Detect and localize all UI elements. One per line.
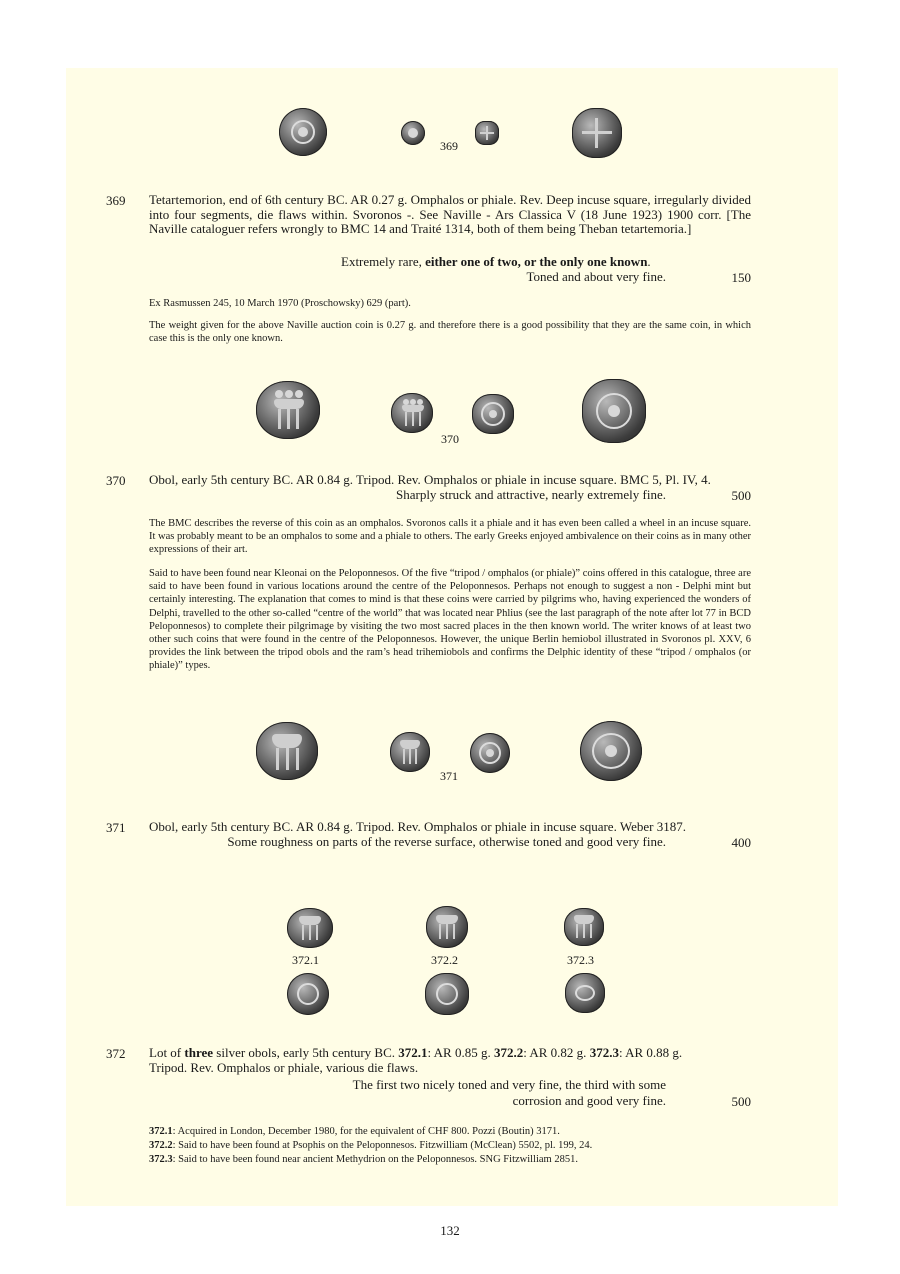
lot-370-image-caption: 370: [441, 432, 459, 446]
coin-369-reverse-image: [475, 121, 499, 145]
lot-372-2-provenance: [149, 1139, 751, 1152]
lot-369-number: 369: [106, 193, 126, 208]
coin-369-obverse-image: [401, 121, 425, 145]
lot-372-count: three: [184, 1045, 214, 1060]
coin-372-2-reverse-image: [425, 973, 469, 1015]
lot-369-weight-note: The weight given for the above Naville auction coin is 0.27 g. and therefore there is a good possibility that they are the same coin, in which case this is the only one known.: [149, 320, 751, 345]
page-number: 132: [440, 1223, 460, 1238]
lot-372-1-provenance-text: : Acquired in London, December 1980, for the equivalent of CHF 800. Pozzi (Boutin) 3171.: [172, 1126, 560, 1137]
lot-372-sub2-weight: : AR 0.82 g.: [523, 1045, 590, 1060]
lot-372-2-provenance-text: : Said to have been found at Psophis on the Peloponnesos. Fitzwilliam (McClean) 5502, pl. 199, 24.: [172, 1140, 593, 1151]
coin-370-reverse-image: [472, 394, 514, 434]
lot-369-provenance-note: Ex Rasmussen 245, 10 March 1970 (Proschowsky) 629 (part).: [149, 298, 411, 309]
coin-370-obverse-enlarged-image: [256, 381, 320, 439]
lot-369-price: 150: [731, 270, 751, 285]
lot-372-grade-line1: The first two nicely toned and very fine, the third with some: [352, 1077, 666, 1092]
lot-371-image-caption: 371: [440, 769, 458, 783]
lot-372-2-provenance-label: 372.2: [149, 1140, 173, 1151]
lot-372-1-image-caption: 372.1: [292, 953, 319, 967]
lot-369-rarity-bold: either one of two, or the only one known: [425, 254, 648, 269]
lot-372-3-provenance: [149, 1153, 751, 1166]
lot-372-sub3-weight: : AR 0.88 g.: [618, 1045, 683, 1060]
lot-370-reverse-note: The BMC describes the reverse of this coin as an omphalos. Svoronos calls it a phiale and it has even been called a wheel in an incuse square. It was probably meant to be an omphalos to some and a phiale to others. The early Greeks enjoyed ambivalence on their coins as in many other expressions of their art.: [149, 518, 751, 556]
lot-372-sub1-weight: : AR 0.85 g.: [427, 1045, 494, 1060]
lot-372-sub2-label: 372.2: [493, 1045, 524, 1060]
coin-371-obverse-enlarged-image: [256, 722, 318, 780]
lot-372-number: 372: [106, 1046, 126, 1061]
lot-372-2-image-caption: 372.2: [431, 953, 458, 967]
coin-371-reverse-image: [470, 733, 510, 773]
coin-372-3-reverse-image: [565, 973, 605, 1013]
lot-369-rarity-text: Extremely rare,: [341, 254, 426, 269]
lot-370-grade: Sharply struck and attractive, nearly extremely fine.: [395, 487, 666, 502]
lot-372-sub3-label: 372.3: [589, 1045, 619, 1060]
lot-372-1-provenance: [149, 1125, 751, 1138]
lot-372-desc-middle: silver obols, early 5th century BC.: [213, 1045, 399, 1060]
coin-371-obverse-image: [390, 732, 430, 772]
lot-369-grade: Toned and about very fine.: [526, 269, 666, 284]
coin-372-3-obverse-image: [564, 908, 604, 946]
lot-369-image-caption: 369: [440, 139, 458, 153]
lot-370-description: Obol, early 5th century BC. AR 0.84 g. Tripod. Rev. Omphalos or phiale in incuse square. BMC 5, Pl. IV, 4.: [149, 472, 711, 487]
lot-372-description: [149, 1046, 751, 1061]
lot-371-number: 371: [106, 820, 126, 835]
lot-372-1-provenance-label: 372.1: [149, 1126, 173, 1137]
coin-369-obverse-enlarged-image: [279, 108, 327, 156]
coin-371-reverse-enlarged-image: [580, 721, 642, 781]
coin-372-1-obverse-image: [287, 908, 333, 948]
lot-372-3-image-caption: 372.3: [567, 953, 594, 967]
lot-371-grade: Some roughness on parts of the reverse surface, otherwise toned and good very fine.: [227, 834, 666, 849]
lot-369-description: Tetartemorion, end of 6th century BC. AR 0.27 g. Omphalos or phiale. Rev. Deep incuse square, irregularly divided into four segments, die flaws within. Svoronos -. See Naville - Ars Classica V (18 June 1923) 1900 corr. [The Naville cataloguer refers wrongly to BMC 14 and Traité 1314, both of them being Theban tetartemoria.]: [149, 192, 751, 236]
lot-372-grade-line2: corrosion and good very fine.: [512, 1093, 666, 1108]
coin-370-reverse-enlarged-image: [582, 379, 646, 443]
lot-370-price: 500: [731, 488, 751, 503]
lot-372-price: 500: [731, 1094, 751, 1109]
lot-372-desc-intro: Lot of: [149, 1045, 185, 1060]
lot-372-3-provenance-text: : Said to have been found near ancient Methydrion on the Peloponnesos. SNG Fitzwilliam 2851.: [172, 1154, 578, 1165]
lot-371-description: Obol, early 5th century BC. AR 0.84 g. Tripod. Rev. Omphalos or phiale in incuse square. Weber 3187.: [149, 819, 686, 834]
coin-369-reverse-enlarged-image: [572, 108, 622, 158]
lot-369-rarity: [341, 255, 681, 270]
lot-370-findspot-note: Said to have been found near Kleonai on the Peloponnesos. Of the five “tripod / omphalos (or phiale)” coins offered in this catalogue, three are said to have been found in various locations around the centre of the Peloponnesos. Perhaps not enough to suggest a non - Delphi mint but certainly interesting. The explanation that comes to mind is that these coins were carried by pilgrims who, having experienced the wonders of Delphi, travelled to the other so-called “centre of the world” that was located near Phlius (see the last paragraph of the note after lot 77 in BCD Peloponnesos) to complete their pilgrimage by visiting the two most sacred places in the then known world. The writer knows of at least two other such coins that were found in the centre of the Peloponnesos. However, the unique Berlin hemiobol illustrated in Svoronos pl. XXV, 6 provides the link between the tripod obols and the ram’s head trihemiobols and confirms the Delphic identity of these “tripod / omphalos (or phiale)” types.: [149, 568, 751, 672]
lot-372-sub1-label: 372.1: [398, 1045, 428, 1060]
lot-372-description-line2: Tripod. Rev. Omphalos or phiale, various die flaws.: [149, 1060, 419, 1075]
coin-370-obverse-image: [391, 393, 433, 433]
lot-369-rarity-period: .: [647, 254, 651, 269]
coin-372-1-reverse-image: [287, 973, 329, 1015]
lot-372-3-provenance-label: 372.3: [149, 1154, 173, 1165]
coin-372-2-obverse-image: [426, 906, 468, 948]
lot-371-price: 400: [731, 835, 751, 850]
lot-370-number: 370: [106, 473, 126, 488]
